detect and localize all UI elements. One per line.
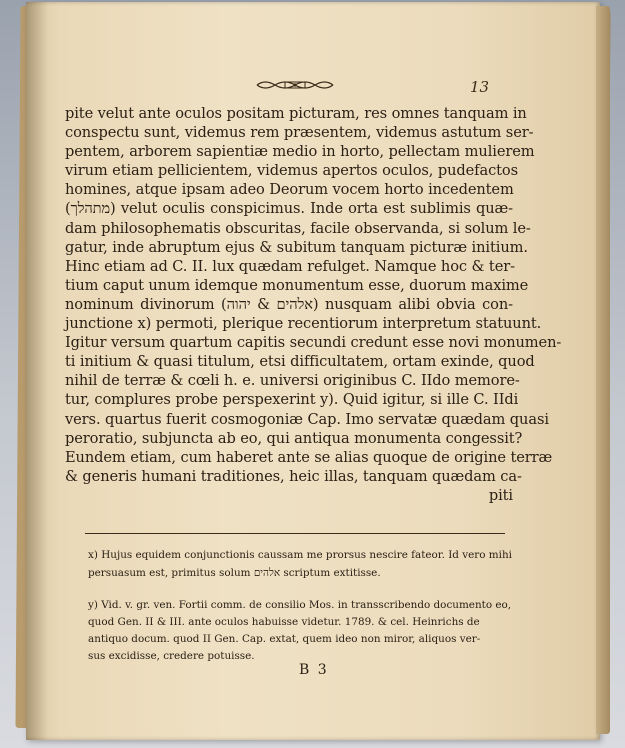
text-line: tium caput unum idemque monumentum esse, duorum maxime — [65, 276, 529, 294]
footnote-line: x) Hujus equidem conjunctionis caussam me prorsus nescire fateor. Id vero mihi — [88, 549, 512, 561]
page-edge — [596, 6, 610, 734]
catchword: piti — [488, 486, 513, 504]
footnote-line: y) Vid. v. gr. ven. Fortii comm. de consilio Mos. in transscribendo documento eo, — [88, 599, 512, 611]
signature-mark: B 3 — [299, 662, 329, 678]
footnote-line: sus excidisse, credere potuisse. — [88, 650, 255, 662]
page-gutter-shadow — [26, 2, 48, 740]
footnote-line: persuasum est, primitus solum אלהים scriptum extitisse. — [88, 567, 381, 579]
text-line: nominum divinorum (אלהים & יהוה) nusquam alibi obvia con- — [65, 295, 513, 313]
text-line: & generis humani traditiones, heic illas, tanquam quædam ca- — [65, 467, 522, 485]
text-line: peroratio, subjuncta ab eo, qui antiqua monumenta congessit? — [65, 429, 523, 447]
text-line: Igitur versum quartum capitis secundi credunt esse novi monumen- — [65, 334, 562, 352]
footnote-line: antiquo docum. quod II Gen. Cap. extat, quem ideo non miror, aliquos ver- — [88, 633, 481, 645]
text-line: homines, atque ipsam adeo Deorum vocem horto incedentem — [65, 181, 514, 199]
text-line: tur, complures probe perspexerint y). Quid igitur, si ille C. IIdi — [65, 391, 519, 409]
page-number: 13 — [470, 78, 490, 96]
text-line: Eundem etiam, cum haberet ante se alias quoque de origine terræ — [65, 448, 553, 466]
footnote-line: quod Gen. II & III. ante oculos habuisse videtur. 1789. & cel. Heinrichs de — [88, 616, 480, 628]
footnotes — [88, 546, 512, 665]
text-line: dam philosophematis obscuritas, facile observanda, si solum le- — [65, 219, 531, 237]
text-line: vers. quartus fuerit cosmogoniæ Cap. Imo servatæ quædam quasi — [65, 410, 549, 428]
text-line: virum etiam pellicientem, videmus apertos oculos, pudefactos — [65, 162, 518, 180]
text-line: gatur, inde abruptum ejus & subitum tanquam picturæ initium. — [65, 238, 528, 256]
text-line: pite velut ante oculos positam picturam, res omnes tanquam in — [65, 105, 527, 122]
text-line: conspectu sunt, videmus rem præsentem, videmus astutum ser- — [65, 124, 534, 142]
footnote-y — [88, 597, 512, 665]
text-line: ti initium & quasi titulum, etsi difficultatem, ortam exinde, quod — [65, 353, 535, 371]
text-line: junctione x) permoti, plerique recentiorum interpretum statuunt. — [65, 315, 542, 333]
header-ornament — [255, 78, 335, 92]
footnote-rule — [85, 533, 505, 534]
text-line: Hinc etiam ad C. II. lux quædam refulget. Namque hoc & ter- — [65, 257, 515, 275]
text-line: pentem, arborem sapientiæ medio in horto, pellectam mulierem — [65, 143, 535, 161]
text-line: (מתהלך) velut oculis conspicimus. Inde orta est sublimis quæ- — [65, 200, 513, 218]
footnote-x — [88, 546, 512, 582]
main-text-block — [65, 104, 562, 505]
text-line: nihil de terræ & cœli h. e. universi originibus C. IIdo memore- — [65, 372, 520, 390]
